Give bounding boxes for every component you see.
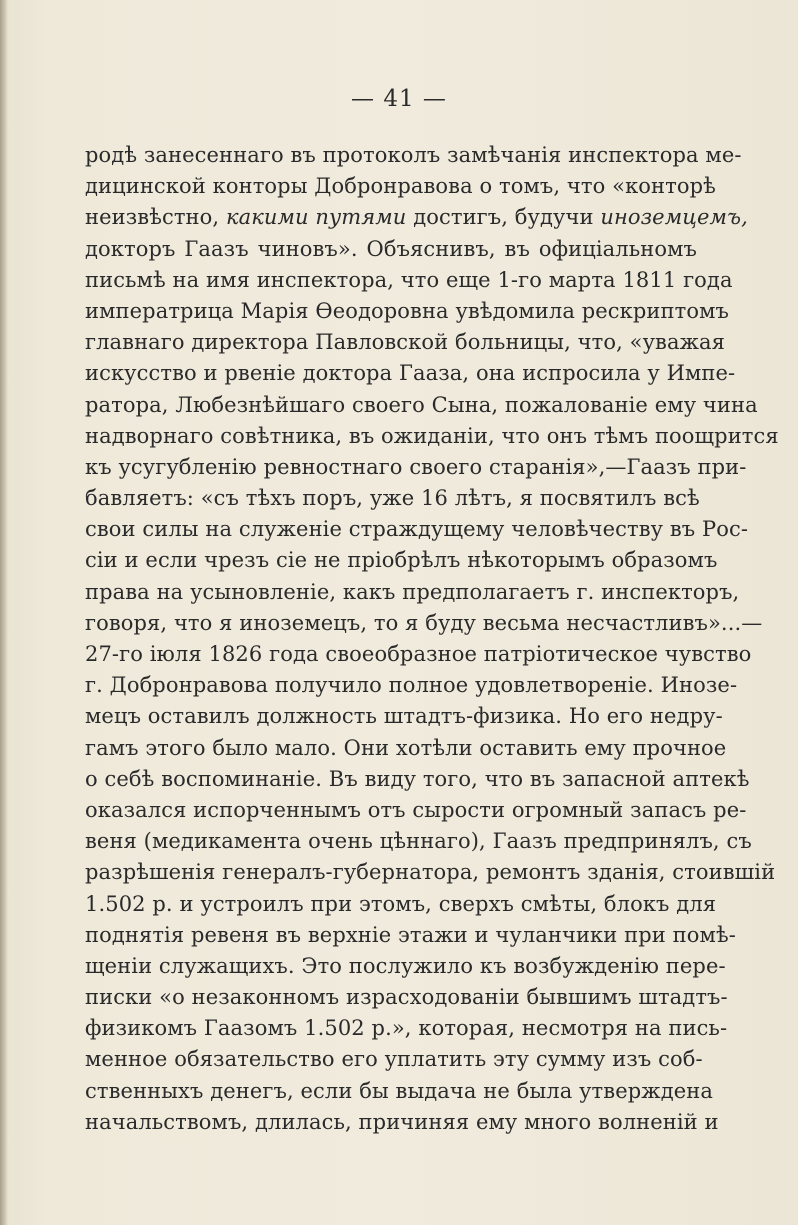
text-line: къ усугубленію ревностнаго своего старанія»,—Гаазъ при- <box>85 454 747 479</box>
italic-phrase: иноземцемъ, <box>600 205 748 230</box>
page-number: — 41 — <box>351 86 447 112</box>
text-segment: достигъ, будучи <box>406 205 601 230</box>
text-line: ственныхъ денегъ, если бы выдача не была утверждена <box>85 1078 713 1103</box>
text-line: щеніи служащихъ. Это послужило къ возбужденію пере- <box>85 953 726 978</box>
text-line: дицинской конторы Добронравова о томъ, что «конторѣ <box>85 174 716 199</box>
text-line: разрѣшенія генералъ-губернатора, ремонтъ зданія, стоившій <box>85 860 776 885</box>
text-line: 1.502 р. и устроилъ при этомъ, сверхъ смѣты, блокъ для <box>85 891 717 916</box>
text-line: мецъ оставилъ должность штадтъ-физика. Но его недру- <box>85 704 723 729</box>
text-line: писки «о незаконномъ израсходованіи бывшимъ штадтъ- <box>85 985 728 1010</box>
text-line: бавляетъ: «съ тѣхъ поръ, уже 16 лѣтъ, я посвятилъ всѣ <box>85 486 700 511</box>
binding-shadow <box>0 0 8 1225</box>
text-line: родѣ занесеннаго въ протоколъ замѣчанія инспектора ме- <box>85 143 742 167</box>
text-line: главнаго директора Павловской больницы, что, «уважая <box>85 330 725 355</box>
text-line: начальствомъ, длилась, причиняя ему много волненій и <box>85 1109 719 1134</box>
text-line-with-italics <box>85 202 748 233</box>
text-line: гамъ этого было мало. Они хотѣли оставить ему прочное <box>85 735 727 760</box>
text-line: сіи и если чрезъ сіе не пріобрѣлъ нѣкоторымъ образомъ <box>85 548 718 573</box>
text-line: права на усыновленіе, какъ предполагаетъ г. инспекторъ, <box>85 579 740 604</box>
text-line: физикомъ Гаазомъ 1.502 р.», которая, несмотря на пись- <box>85 1016 728 1041</box>
text-segment: неизвѣстно, <box>85 205 226 230</box>
text-line: говоря, что я иноземецъ, то я буду весьма несчастливъ»...— <box>85 610 763 635</box>
text-line: докторъ Гаазъ чиновъ». Объяснивъ, въ офиціальномъ <box>85 236 697 261</box>
text-line: свои силы на служеніе страждущему человѣчеству въ Рос- <box>85 517 749 542</box>
text-line: поднятія ревеня въ верхніе этажи и чуланчики при помѣ- <box>85 922 736 947</box>
text-line: менное обязательство его уплатить эту сумму изъ соб- <box>85 1047 703 1072</box>
text-line: 27-го іюля 1826 года своеобразное патріотическое чувство <box>85 642 752 666</box>
italic-phrase: какими путями <box>225 205 407 230</box>
text-line: г. Добронравова получило полное удовлетвореніе. Инозе- <box>85 673 738 698</box>
text-line: о себѣ воспоминаніе. Въ виду того, что въ запасной аптекѣ <box>85 766 750 791</box>
text-line: надворнаго совѣтника, въ ожиданіи, что онъ тѣмъ поощрится <box>85 423 779 448</box>
text-line: оказался испорченнымъ отъ сырости огромный запасъ ре- <box>85 797 747 822</box>
text-line: письмѣ на имя инспектора, что еще 1-го марта 1811 года <box>85 267 733 292</box>
text-line: искусство и рвеніе доктора Гааза, она испросила у Импе- <box>85 361 736 386</box>
text-line: ратора, Любезнѣйшаго своего Сына, пожалованіе ему чина <box>85 392 758 417</box>
text-line: императрица Марія Ѳеодоровна увѣдомила рескриптомъ <box>85 298 729 323</box>
body-text <box>85 140 779 1138</box>
text-line: веня (медикамента очень цѣннаго), Гаазъ предпринялъ, съ <box>85 829 752 854</box>
